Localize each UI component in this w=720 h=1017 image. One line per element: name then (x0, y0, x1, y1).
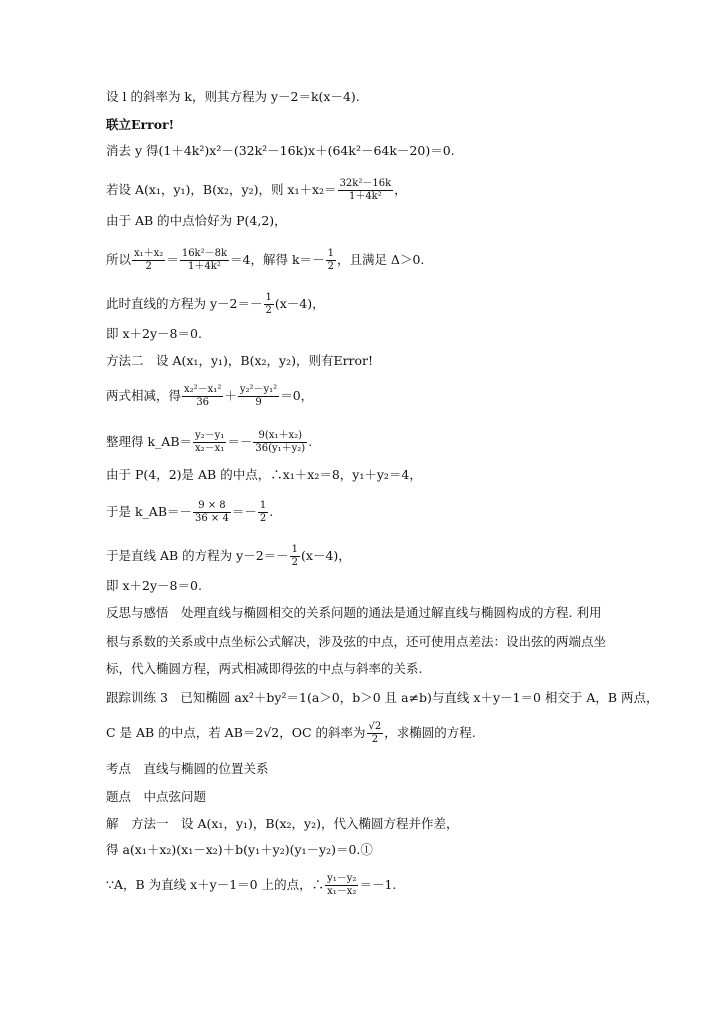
fraction-line: 两式相减，得 $\frac{\text{x₂²－x₁²}}{36}$ ＋ $\frac{\text{y₂²－y₁²}}{9}$ ＝0， (106, 384, 314, 408)
text-line: 消去 y 得(1＋4k²)x²－(32k²－16k)x＋(64k²－64k－20)＝0. (106, 143, 455, 158)
text-line: 设 l 的斜率为 k，则其方程为 y－2＝k(x－4). (106, 89, 360, 104)
fraction-line: C 是 AB 的中点，若 AB＝2√2，OC 的斜率为 $\frac{√2}{2}$ ，求椭圆的方程. (106, 721, 476, 745)
fraction-line: 于是直线 AB 的方程为 y－2＝－ $\frac{1}{2}$ (x－4)， (106, 544, 351, 568)
text-line: 根与系数的关系或中点坐标公式解决，涉及弦的中点，还可使用点差法：设出弦的两端点坐 (106, 634, 607, 649)
text-line: 考点 直线与椭圆的位置关系 (106, 761, 269, 776)
fraction: $\frac{\text{16k²－8k}}{\text{1＋4k²}}$ (181, 248, 228, 272)
fraction-line: 此时直线的方程为 y－2＝－ $\frac{1}{2}$ (x－4)， (106, 292, 325, 316)
text-line: 标，代入椭圆方程，两式相减即得弦的中点与斜率的关系. (106, 661, 423, 676)
fraction: $\frac{1}{2}$ (327, 248, 334, 272)
fraction: $\frac{\text{y₁－y₂}}{\text{x₁－x₂}}$ (327, 873, 357, 897)
fraction: $\frac{\text{y₂²－y₁²}}{9}$ (239, 384, 278, 408)
fraction-line: 若设 A(x₁，y₁)，B(x₂，y₂)，则 x₁＋x₂＝ $\frac{\text{32k²－16k}}{\text{1＋4k²}}$ ， (106, 178, 407, 202)
text-line: 联立Error! (106, 117, 175, 132)
fraction-line: 所以 $\frac{\text{x₁＋x₂}}{2}$ ＝ $\frac{\text{16k²－8k}}{\text{1＋4k²}}$ ＝4，解得 k＝－ $\frac{1}{2}$ ，且满足 Δ＞0. (106, 248, 425, 272)
fraction-line: 于是 k_AB＝－ $\frac{9 \times 8}{36 \times 4}$ ＝－ $\frac{1}{2}$ . (106, 500, 274, 524)
text-line: 题点 中点弦问题 (106, 789, 207, 804)
fraction-line: 整理得 k_AB＝ $\frac{\text{y₂－y₁}}{\text{x₂－x₁}}$ ＝－ $\frac{\text{9(x₁＋x₂)}}{\text{36(y₁＋y₂)}}$ . (106, 430, 313, 454)
fraction: $\frac{\text{9(x₁＋x₂)}}{\text{36(y₁＋y₂)}}$ (255, 430, 306, 454)
fraction: $\frac{1}{2}$ (259, 500, 267, 524)
fraction: $\frac{1}{2}$ (291, 544, 299, 568)
fraction: $\frac{\text{x₂²－x₁²}}{36}$ (184, 384, 222, 408)
text-line: 即 x＋2y－8＝0. (106, 578, 202, 593)
text-line: 反思与感悟 处理直线与椭圆相交的关系问题的通法是通过解直线与椭圆构成的方程. 利用 (106, 605, 602, 620)
text-line: 得 a(x₁＋x₂)(x₁－x₂)＋b(y₁＋y₂)(y₁－y₂)＝0.① (106, 842, 373, 857)
fraction: $\frac{\text{y₂－y₁}}{\text{x₂－x₁}}$ (195, 430, 225, 454)
text-line: 方法二 设 A(x₁，y₁)，B(x₂，y₂)，则有Error! (106, 353, 374, 368)
text-line: 解 方法一 设 A(x₁，y₁)，B(x₂，y₂)，代入椭圆方程并作差， (106, 816, 459, 831)
fraction: $\frac{9 \times 8}{36 \times 4}$ (195, 500, 229, 524)
fraction-line: ∵A，B 为直线 x＋y－1＝0 上的点，∴ $\frac{\text{y₁－y₂}}{\text{x₁－x₂}}$ ＝－1. (106, 873, 397, 897)
fraction: $\frac{1}{2}$ (265, 292, 272, 316)
fraction: $\frac{\text{32k²－16k}}{\text{1＋4k²}}$ (339, 178, 392, 202)
fraction: $\frac{√2}{2}$ (368, 721, 382, 745)
text-line: 由于 P(4，2)是 AB 的中点，∴x₁＋x₂＝8，y₁＋y₂＝4， (106, 467, 422, 482)
text-line: 跟踪训练 3 已知椭圆 ax²＋by²＝1(a＞0，b＞0 且 a≠b)与直线 x＋y－1＝0 相交于 A，B 两点， (106, 690, 659, 705)
fraction: $\frac{\text{x₁＋x₂}}{2}$ (134, 248, 164, 272)
text-line: 由于 AB 的中点恰好为 P(4,2)， (106, 213, 287, 228)
text-line: 即 x＋2y－8＝0. (106, 326, 202, 341)
